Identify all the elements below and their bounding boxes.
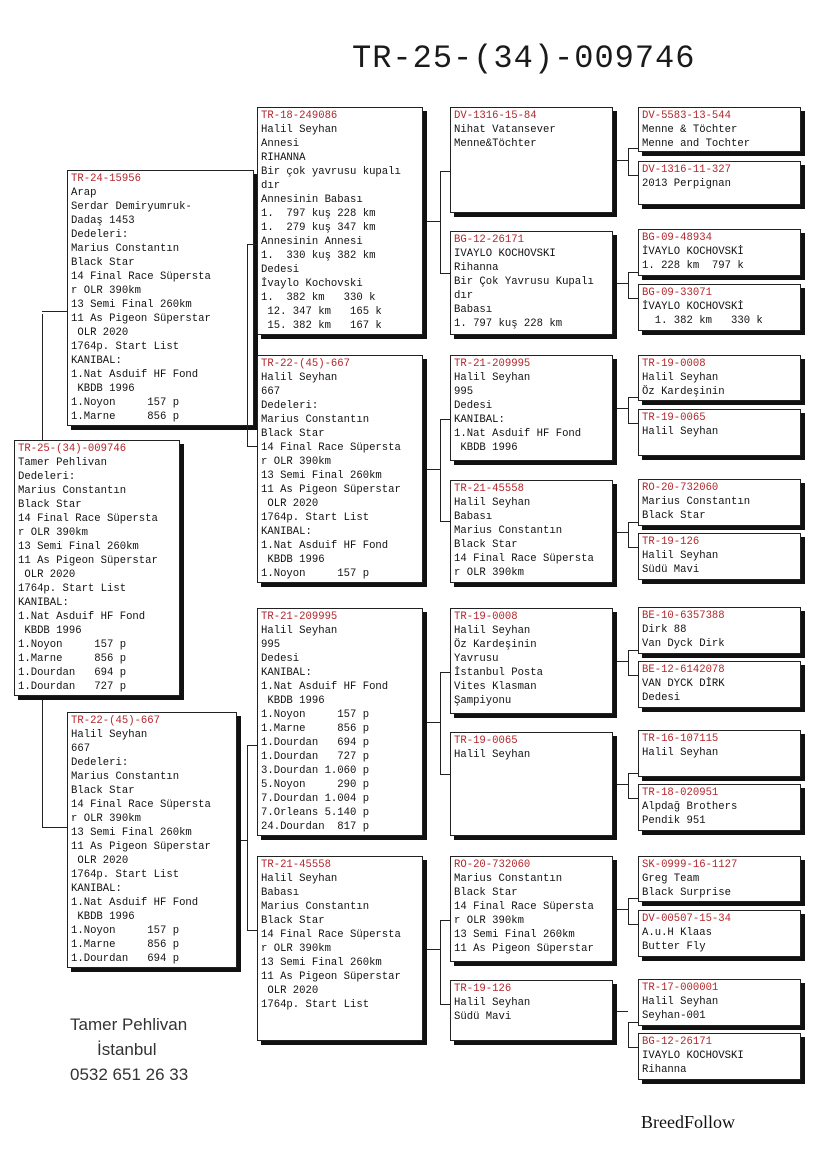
pigeon-info-line: Black Star: [261, 428, 325, 440]
connector-line: [42, 314, 43, 440]
pigeon-info-line: 14 Final Race Süpersta: [261, 442, 401, 454]
pigeon-card: [257, 107, 423, 335]
pigeon-card: [450, 732, 613, 836]
pigeon-info-line: 13 Semi Final 260km: [261, 470, 382, 482]
pigeon-card: [638, 409, 801, 456]
pigeon-info-line: Halil Seyhan: [454, 997, 531, 1009]
pigeon-info-line: Nihat Vatansever: [454, 124, 556, 136]
pigeon-card: [638, 355, 801, 401]
pigeon-info-line: 1.Marne 856 p: [71, 411, 180, 423]
pigeon-info-line: 1.Noyon 157 p: [261, 568, 370, 580]
pigeon-info-line: Black Star: [642, 510, 706, 522]
connector-line: [427, 221, 440, 222]
pigeon-card: [67, 170, 254, 426]
pigeon-info-line: Marius Constantın: [454, 525, 563, 537]
pigeon-info-line: 1.Nat Asduif HF Fond: [71, 897, 199, 909]
connector-line: [628, 148, 629, 175]
pigeon-info-line: Halil Seyhan: [261, 873, 338, 885]
pigeon-info-line: 1.Noyon 157 p: [71, 925, 180, 937]
pigeon-info-line: Şampiyonu: [454, 695, 512, 707]
pigeon-info-line: 1.Marne 856 p: [261, 723, 370, 735]
pigeon-info-line: 2013 Perpignan: [642, 178, 732, 190]
pigeon-card: [450, 355, 613, 461]
ring-number: BG-12-26171: [454, 234, 524, 246]
connector-line: [617, 283, 628, 284]
ring-number: TR-21-209995: [261, 611, 338, 623]
ring-number: BG-09-33071: [642, 287, 712, 299]
pigeon-info-line: Halil Seyhan: [454, 372, 531, 384]
connector-line: [628, 298, 638, 299]
pigeon-info-line: Butter Fly: [642, 941, 706, 953]
pigeon-info-line: 1. 228 km 797 k: [642, 260, 744, 272]
pigeon-info-line: 1764p. Start List: [71, 869, 180, 881]
pigeon-info-line: 14 Final Race Süpersta: [454, 553, 594, 565]
pigeon-info-line: 1.Nat Asduif HF Fond: [454, 428, 582, 440]
connector-line: [628, 1022, 629, 1047]
breeder-name: Tamer Pehlivan: [70, 1015, 188, 1034]
pigeon-info-line: 1.Nat Asduif HF Fond: [71, 369, 199, 381]
pigeon-info-line: Babası: [261, 887, 300, 899]
connector-line: [247, 244, 248, 446]
pigeon-card: [257, 856, 423, 1041]
pigeon-info-line: Halil Seyhan: [261, 372, 338, 384]
breeder-city: İstanbul: [97, 1040, 157, 1059]
ring-number: DV-1316-15-84: [454, 110, 537, 122]
pigeon-card: [638, 607, 801, 654]
connector-line: [440, 672, 450, 673]
connector-line: [42, 700, 43, 827]
connector-line: [440, 171, 450, 172]
pigeon-card: [257, 355, 423, 583]
pigeon-info-line: 1. 330 kuş 382 km: [261, 250, 376, 262]
ring-number: TR-19-0065: [642, 412, 706, 424]
pigeon-info-line: Dedesi: [642, 692, 681, 704]
pigeon-info-line: KBDB 1996: [18, 625, 82, 637]
pigeon-info-line: Dedeleri:: [18, 471, 76, 483]
pigeon-info-line: 11 As Pigeon Süperstar: [71, 841, 211, 853]
pigeon-info-line: Marius Constantın: [261, 901, 370, 913]
pigeon-info-line: r OLR 390km: [71, 285, 141, 297]
connector-line: [247, 745, 257, 746]
pigeon-info-line: 24.Dourdan 817 p: [261, 821, 370, 833]
connector-line: [440, 1004, 450, 1005]
pigeon-info-line: Serdar Demiryumruk-: [71, 201, 192, 213]
pigeon-card: [638, 730, 801, 777]
pigeon-info-line: OLR 2020: [71, 327, 129, 339]
connector-line: [247, 244, 257, 245]
pigeon-info-line: 12. 347 km 165 k: [261, 306, 382, 318]
pigeon-info-line: İstanbul Posta: [454, 667, 544, 679]
connector-line: [427, 722, 440, 723]
breeder-contact: [70, 1012, 188, 1087]
pigeon-info-line: Dedesi: [261, 653, 300, 665]
pigeon-info-line: İvaylo Kochovski: [261, 278, 363, 290]
pigeon-info-line: 11 As Pigeon Süperstar: [261, 971, 401, 983]
pigeon-info-line: Dedeleri:: [71, 229, 129, 241]
pigeon-info-line: Black Star: [454, 539, 518, 551]
pigeon-card: [638, 229, 801, 276]
ring-number: RO-20-732060: [454, 859, 531, 871]
connector-line: [628, 522, 638, 523]
pigeon-info-line: Menne&Töchter: [454, 138, 537, 150]
connector-line: [617, 909, 628, 910]
connector-line: [628, 798, 638, 799]
breeder-phone: 0532 651 26 33: [70, 1065, 189, 1084]
pigeon-info-line: 1.Dourdan 727 p: [261, 751, 370, 763]
pigeon-info-line: Rihanna: [642, 1064, 687, 1076]
pigeon-info-line: 995: [454, 386, 474, 398]
ring-number: BE-12-6142078: [642, 664, 725, 676]
pigeon-info-line: dır: [261, 180, 281, 192]
pigeon-info-line: Südü Mavi: [454, 1011, 512, 1023]
ring-number: TR-19-0008: [454, 611, 518, 623]
pigeon-info-line: 667: [261, 386, 281, 398]
pigeon-info-line: Marius Constantın: [642, 496, 751, 508]
pigeon-info-line: Van Dyck Dirk: [642, 638, 725, 650]
pigeon-info-line: Halil Seyhan: [642, 747, 719, 759]
pigeon-info-line: Dedesi: [261, 264, 300, 276]
pigeon-info-line: KANIBAL:: [261, 526, 312, 538]
pigeon-info-line: Black Star: [71, 785, 135, 797]
pigeon-info-line: Halil Seyhan: [642, 372, 719, 384]
ring-number: TR-22-(45)-667: [71, 715, 161, 727]
ring-number: TR-18-249086: [261, 110, 338, 122]
pigeon-info-line: 1. 797 kuş 228 km: [261, 208, 376, 220]
ring-number: BG-12-26171: [642, 1036, 712, 1048]
pigeon-info-line: Halil Seyhan: [454, 497, 531, 509]
pigeon-card: [450, 231, 613, 335]
pigeon-info-line: 1. 382 km 330 k: [261, 292, 376, 304]
connector-line: [247, 930, 257, 931]
ring-number: TR-19-126: [454, 983, 512, 995]
pigeon-info-line: 14 Final Race Süpersta: [454, 901, 594, 913]
pigeon-info-line: 1.Dourdan 694 p: [261, 737, 370, 749]
ring-number: TR-19-0065: [454, 735, 518, 747]
pigeon-card: [638, 784, 801, 831]
pigeon-info-line: 3.Dourdan 1.060 p: [261, 765, 370, 777]
pigeon-info-line: Seyhan-001: [642, 1010, 706, 1022]
connector-line: [440, 672, 441, 774]
pigeon-info-line: Black Star: [71, 257, 135, 269]
connector-line: [617, 661, 628, 662]
pigeon-info-line: 14 Final Race Süpersta: [71, 799, 211, 811]
pigeon-info-line: 13 Semi Final 260km: [18, 541, 139, 553]
ring-number: DV-1316-11-327: [642, 164, 732, 176]
pigeon-info-line: r OLR 390km: [18, 527, 88, 539]
pigeon-info-line: 1.Nat Asduif HF Fond: [261, 540, 389, 552]
pigeon-info-line: 13 Semi Final 260km: [454, 929, 575, 941]
connector-line: [628, 272, 638, 273]
connector-line: [628, 423, 638, 424]
pigeon-info-line: 667: [71, 743, 91, 755]
pigeon-info-line: 1764p. Start List: [261, 512, 370, 524]
pigeon-card: [450, 856, 613, 962]
pigeon-info-line: Arap: [71, 187, 97, 199]
connector-line: [628, 898, 629, 924]
pigeon-info-line: 1.Nat Asduif HF Fond: [18, 611, 146, 623]
connector-line: [628, 675, 638, 676]
pigeon-info-line: r OLR 390km: [454, 915, 524, 927]
pigeon-info-line: dır: [454, 290, 474, 302]
pigeon-info-line: 11 As Pigeon Süperstar: [261, 484, 401, 496]
connector-line: [427, 469, 440, 470]
brand-logo: BreedFollow: [641, 1112, 735, 1132]
pigeon-info-line: 1.Noyon 157 p: [71, 397, 180, 409]
pigeon-info-line: Annesi: [261, 138, 300, 150]
connector-line: [628, 148, 638, 149]
connector-line: [628, 924, 638, 925]
pigeon-info-line: 1. 382 km 330 k: [642, 315, 763, 327]
pigeon-info-line: Halil Seyhan: [642, 550, 719, 562]
pigeon-card: [638, 161, 801, 205]
pigeon-card: [257, 608, 423, 836]
pigeon-info-line: Dadaş 1453: [71, 215, 135, 227]
pigeon-info-line: Menne and Tochter: [642, 138, 751, 150]
connector-line: [628, 898, 638, 899]
connector-line: [628, 547, 638, 548]
pigeon-info-line: İVAYLO KOCHOVSKİ: [642, 246, 744, 258]
pigeon-info-line: 1764p. Start List: [18, 583, 127, 595]
pigeon-info-line: Halil Seyhan: [454, 625, 531, 637]
pigeon-info-line: 14 Final Race Süpersta: [18, 513, 158, 525]
pigeon-card: [638, 979, 801, 1026]
pigeon-info-line: 1.Dourdan 727 p: [18, 681, 127, 693]
pigeon-info-line: 7.Orleans 5.140 p: [261, 807, 370, 819]
pigeon-info-line: r OLR 390km: [261, 943, 331, 955]
ring-number: TR-16-107115: [642, 733, 719, 745]
pigeon-info-line: Greg Team: [642, 873, 700, 885]
ring-number: TR-21-209995: [454, 358, 531, 370]
pigeon-info-line: Rihanna: [454, 262, 499, 274]
connector-line: [628, 1022, 638, 1023]
pigeon-info-line: OLR 2020: [261, 498, 319, 510]
pigeon-info-line: KBDB 1996: [71, 911, 135, 923]
pigeon-info-line: Halil Seyhan: [642, 996, 719, 1008]
pigeon-info-line: Halil Seyhan: [261, 625, 338, 637]
pigeon-info-line: 1.Marne 856 p: [71, 939, 180, 951]
ring-number: TR-19-0008: [642, 358, 706, 370]
pigeon-info-line: Öz Kardeşinin: [454, 639, 537, 651]
connector-line: [440, 774, 450, 775]
pigeon-info-line: Halil Seyhan: [71, 729, 148, 741]
pigeon-card: [450, 980, 613, 1041]
connector-line: [440, 920, 441, 1005]
ring-number: DV-00507-15-34: [642, 913, 732, 925]
pigeon-info-line: 13 Semi Final 260km: [261, 957, 382, 969]
pigeon-info-line: Bir Çok Yavrusu Kupalı: [454, 276, 594, 288]
pigeon-info-line: KANIBAL:: [454, 414, 505, 426]
pigeon-card: [638, 856, 801, 902]
pigeon-info-line: Halil Seyhan: [642, 426, 719, 438]
connector-line: [247, 745, 248, 930]
ring-number: TR-21-45558: [454, 483, 524, 495]
pigeon-info-line: r OLR 390km: [454, 567, 524, 579]
connector-line: [628, 1047, 638, 1048]
pigeon-info-line: Dedeleri:: [71, 757, 129, 769]
pigeon-info-line: İVAYLO KOCHOVSKİ: [642, 301, 744, 313]
connector-line: [42, 827, 67, 828]
pigeon-info-line: KANIBAL:: [71, 883, 122, 895]
pigeon-info-line: KANIBAL:: [71, 355, 122, 367]
pigeon-info-line: 1764p. Start List: [261, 999, 370, 1011]
pigeon-info-line: KBDB 1996: [261, 695, 325, 707]
pigeon-info-line: 1.Marne 856 p: [18, 653, 127, 665]
connector-line: [628, 650, 629, 675]
pigeon-info-line: KBDB 1996: [71, 383, 135, 395]
connector-line: [440, 419, 441, 522]
connector-line: [440, 419, 450, 420]
connector-line: [628, 175, 638, 176]
pigeon-info-line: 15. 382 km 167 k: [261, 320, 382, 332]
pigeon-info-line: 1764p. Start List: [71, 341, 180, 353]
pigeon-info-line: KANIBAL:: [18, 597, 69, 609]
pigeon-info-line: Babası: [454, 511, 493, 523]
pigeon-card: [638, 533, 801, 580]
pigeon-info-line: Bir çok yavrusu kupalı: [261, 166, 401, 178]
ring-number: TR-18-020951: [642, 787, 719, 799]
pigeon-info-line: Black Star: [261, 915, 325, 927]
pigeon-card: [638, 661, 801, 708]
pigeon-info-line: Marius Constantın: [454, 873, 563, 885]
connector-line: [628, 773, 638, 774]
pigeon-info-line: 1.Noyon 157 p: [18, 639, 127, 651]
pigeon-info-line: 1. 279 kuş 347 km: [261, 222, 376, 234]
pigeon-info-line: Pendik 951: [642, 815, 706, 827]
pigeon-card: [450, 480, 613, 583]
connector-line: [440, 521, 450, 522]
ring-number: DV-5583-13-544: [642, 110, 732, 122]
pigeon-info-line: 13 Semi Final 260km: [71, 299, 192, 311]
pigeon-info-line: Annesinin Babası: [261, 194, 363, 206]
ring-number: RO-20-732060: [642, 482, 719, 494]
ring-number: TR-25-(34)-009746: [18, 443, 127, 455]
pigeon-info-line: Black Star: [18, 499, 82, 511]
pigeon-info-line: Dirk 88: [642, 624, 687, 636]
pigeon-card: [638, 107, 801, 152]
ring-number: TR-19-126: [642, 536, 700, 548]
pigeon-info-line: Babası: [454, 304, 493, 316]
pigeon-info-line: 5.Noyon 290 p: [261, 779, 370, 791]
pigeon-info-line: Marius Constantın: [71, 243, 180, 255]
pigeon-info-line: A.u.H Klaas: [642, 927, 712, 939]
pigeon-info-line: 13 Semi Final 260km: [71, 827, 192, 839]
pigeon-info-line: Yavrusu: [454, 653, 499, 665]
connector-line: [628, 773, 629, 798]
pigeon-info-line: 1.Nat Asduif HF Fond: [261, 681, 389, 693]
pigeon-info-line: OLR 2020: [18, 569, 76, 581]
connector-line: [440, 171, 441, 273]
pigeon-card: [638, 479, 801, 526]
pigeon-info-line: Öz Kardeşinin: [642, 386, 725, 398]
ring-number: SK-0999-16-1127: [642, 859, 738, 871]
connector-line: [617, 160, 628, 161]
pigeon-info-line: IVAYLO KOCHOVSKI: [642, 1050, 744, 1062]
connector-line: [628, 650, 638, 651]
ring-number: BE-10-6357388: [642, 610, 725, 622]
pigeon-info-line: VAN DYCK DİRK: [642, 678, 725, 690]
pigeon-info-line: Black Star: [454, 887, 518, 899]
connector-line: [617, 784, 628, 785]
pigeon-info-line: Halil Seyhan: [261, 124, 338, 136]
pigeon-info-line: Südü Mavi: [642, 564, 700, 576]
pigeon-info-line: Marius Constantın: [71, 771, 180, 783]
ring-number: BG-09-48934: [642, 232, 712, 244]
pigeon-info-line: r OLR 390km: [261, 456, 331, 468]
ring-number: TR-21-45558: [261, 859, 331, 871]
pigeon-info-line: KBDB 1996: [454, 442, 518, 454]
pigeon-info-line: 995: [261, 639, 281, 651]
pigeon-info-line: Tamer Pehlivan: [18, 457, 108, 469]
connector-line: [628, 272, 629, 298]
connector-line: [628, 522, 629, 547]
connector-line: [628, 397, 629, 423]
pigeon-info-line: OLR 2020: [71, 855, 129, 867]
pigeon-card: [67, 712, 237, 968]
pigeon-info-line: 7.Dourdan 1.004 p: [261, 793, 370, 805]
connector-line: [440, 273, 450, 274]
pigeon-info-line: r OLR 390km: [71, 813, 141, 825]
pigeon-info-line: Black Surprise: [642, 887, 732, 899]
pigeon-card: [638, 910, 801, 957]
pigeon-info-line: OLR 2020: [261, 985, 319, 997]
connector-line: [247, 446, 257, 447]
pigeon-card: [450, 107, 613, 213]
pigeon-info-line: Dedeleri:: [261, 400, 319, 412]
ring-number: TR-17-000001: [642, 982, 719, 994]
pigeon-info-line: 14 Final Race Süpersta: [71, 271, 211, 283]
pigeon-info-line: 11 As Pigeon Süperstar: [454, 943, 594, 955]
ring-number: TR-24-15956: [71, 173, 141, 185]
pigeon-info-line: Marius Constantın: [18, 485, 127, 497]
pigeon-info-line: 14 Final Race Süpersta: [261, 929, 401, 941]
connector-line: [628, 397, 638, 398]
pigeon-info-line: KBDB 1996: [261, 554, 325, 566]
pedigree-title: TR-25-(34)-009746: [352, 40, 696, 77]
pigeon-card: [450, 608, 613, 714]
pigeon-info-line: Halil Seyhan: [454, 749, 531, 761]
connector-line: [427, 949, 440, 950]
pigeon-info-line: Dedesi: [454, 400, 493, 412]
ring-number: TR-22-(45)-667: [261, 358, 351, 370]
pigeon-info-line: 11 As Pigeon Süperstar: [18, 555, 158, 567]
connector-line: [617, 408, 628, 409]
pigeon-info-line: 11 As Pigeon Süperstar: [71, 313, 211, 325]
pigeon-info-line: KANIBAL:: [261, 667, 312, 679]
connector-line: [440, 920, 450, 921]
pigeon-info-line: 1.Dourdan 694 p: [71, 953, 180, 965]
connector-line: [42, 311, 67, 312]
connector-line: [617, 1011, 628, 1012]
pigeon-info-line: 1. 797 kuş 228 km: [454, 318, 563, 330]
pigeon-info-line: Marius Constantın: [261, 414, 370, 426]
pigeon-info-line: IVAYLO KOCHOVSKI: [454, 248, 556, 260]
pigeon-card: [638, 1033, 801, 1080]
pigeon-card: [638, 284, 801, 331]
pigeon-info-line: Annesinin Annesi: [261, 236, 363, 248]
pigeon-info-line: Menne & Töchter: [642, 124, 738, 136]
pigeon-info-line: 1.Dourdan 694 p: [18, 667, 127, 679]
pigeon-info-line: Alpdağ Brothers: [642, 801, 738, 813]
connector-line: [617, 532, 628, 533]
pigeon-info-line: Vites Klasman: [454, 681, 537, 693]
pigeon-info-line: RIHANNA: [261, 152, 306, 164]
pigeon-info-line: 1.Noyon 157 p: [261, 709, 370, 721]
pigeon-card: [14, 440, 180, 696]
